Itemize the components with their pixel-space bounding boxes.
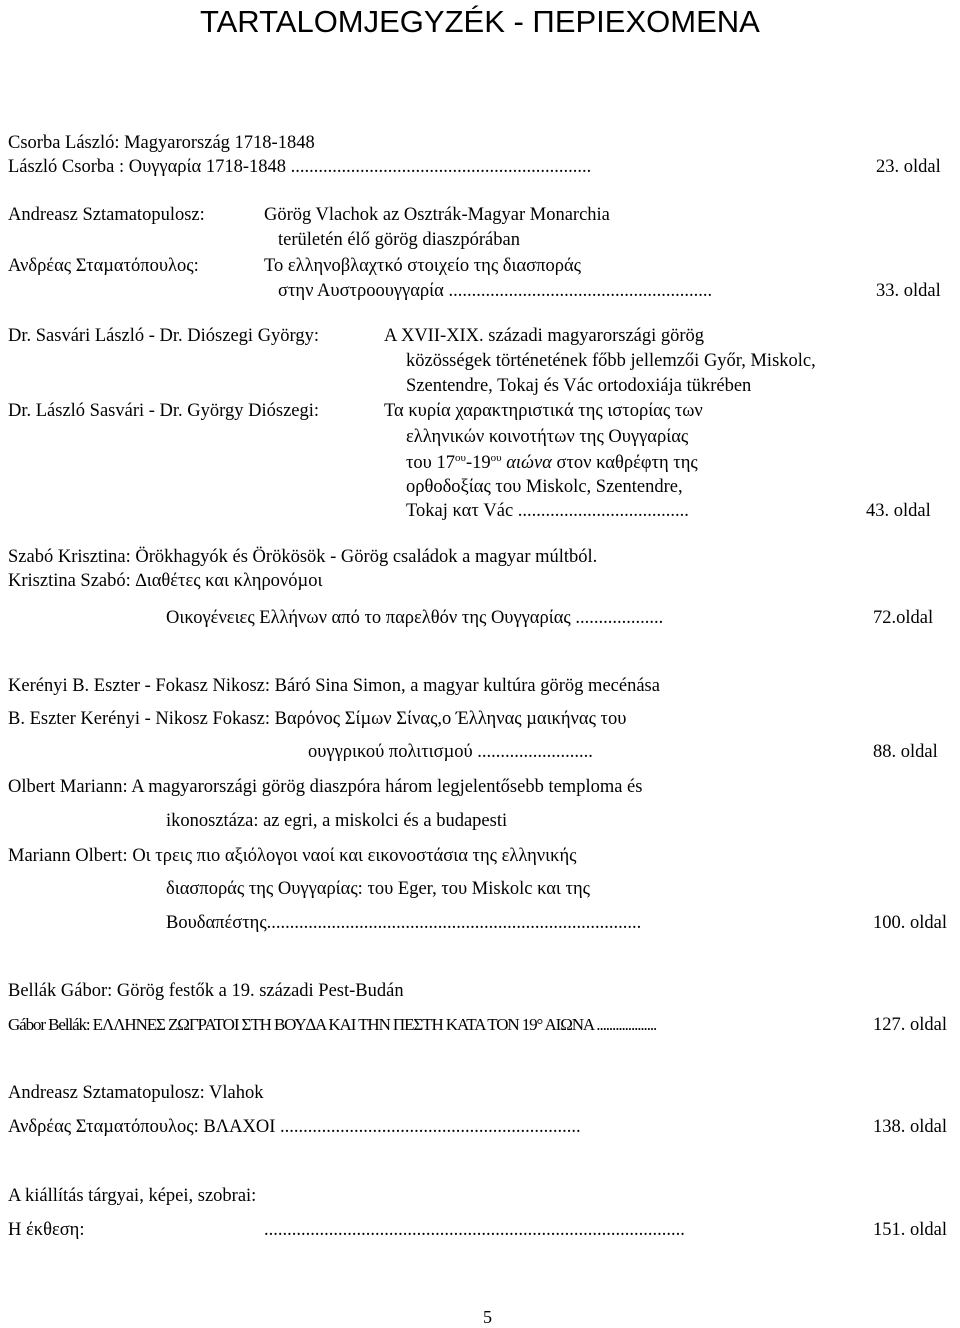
entry-6-page: 100. oldal xyxy=(873,913,947,933)
entry-6-line-hu: Olbert Mariann: A magyarországi görög diaszpóra három legjelentősebb temploma és xyxy=(8,777,643,797)
entry-2-author-hu: Andreasz Sztamatopulosz: xyxy=(8,205,205,225)
entry-4-page: 72.oldal xyxy=(873,608,934,628)
superscript-1: ου xyxy=(454,452,466,464)
entry-6-line-hu-2: ikonosztáza: az egri, a miskolci és a budapesti xyxy=(166,811,508,831)
entry-8-line-hu: Andreasz Sztamatopulosz: Vlahok xyxy=(8,1083,264,1103)
entry-3-title-gr-3b: -19 xyxy=(465,453,491,473)
entry-2-title-gr-1: Το ελληνοβλαχτκό στοιχείο της διασποράς xyxy=(264,256,581,276)
entry-8-page: 138. oldal xyxy=(873,1117,947,1137)
entry-9-page: 151. oldal xyxy=(873,1220,947,1240)
entry-4-line-hu: Szabó Krisztina: Örökhagyók és Örökösök - Görög családok a magyar múltból. xyxy=(8,547,598,567)
entry-1-line-hu: Csorba László: Magyarország 1718-1848 xyxy=(8,133,315,153)
entry-3-title-hu-1: A XVII-XIX. századi magyarországi görög xyxy=(384,326,705,346)
entry-2-title-hu-1: Görög Vlachok az Osztrák-Magyar Monarchia xyxy=(264,205,610,225)
entry-6-line-gr: Mariann Olbert: Οι τρεις πιο αξιόλογοι ναοί και εικονοστάσια της ελληνικής xyxy=(8,846,577,866)
page-number: 5 xyxy=(483,1307,492,1327)
entry-7-page: 127. oldal xyxy=(873,1015,947,1035)
entry-3-author-hu: Dr. Sasvári László - Dr. Diószegi György: xyxy=(8,326,320,346)
entry-6-line-gr-3: Βουδαπέστης................................................................................. xyxy=(166,913,642,933)
entry-1-line-gr: László Csorba : Ουγγαρία 1718-1848 ................................................................. xyxy=(8,157,592,177)
entry-3-title-hu-2: közösségek történetének főbb jellemzői Győr, Miskolc, xyxy=(406,351,816,371)
entry-9-label-gr: Η έκθεση: xyxy=(8,1220,85,1240)
entry-3-title-gr-3a: του 17 xyxy=(406,453,455,473)
entry-3-title-gr-3 xyxy=(406,452,698,474)
superscript-2: ου xyxy=(490,452,502,464)
entry-3-title-gr-4: ορθοδοξίας του Miskolc, Szentendre, xyxy=(406,477,683,497)
entry-5-line-hu: Kerényi B. Eszter - Fokasz Nikosz: Báró Sina Simon, a magyar kultúra görög mecénása xyxy=(8,676,660,696)
entry-2-title-hu-2: területén élő görög diaszpórában xyxy=(278,230,520,250)
entry-7-line-gr: Gábor Bellák: ΕΛΛΗΝΕΣ ΖΩΓΡΑΤΟΙ ΣΤΗ ΒΟΥ∆Α ΚΑΙ ΤΗΝ ΠΕΣΤΗ ΚΑΤΑ ΤΟΝ 19° ΑΙΩΝΑ ................... xyxy=(8,1015,657,1034)
entry-4-subtitle-gr: Οικογένειες Ελλήνων από το παρελθόν της Ουγγαρίας ................... xyxy=(166,608,664,628)
entry-5-line-gr: B. Eszter Kerényi - Nikosz Fokasz: Βαρόνος Σίµων Σίνας,ο Έλληνας µαικήνας του xyxy=(8,709,627,729)
entry-1-page: 23. oldal xyxy=(876,157,941,177)
entry-3-title-hu-3: Szentendre, Tokaj és Vác ortodoxiája tükrében xyxy=(406,376,752,396)
entry-3-title-gr-3c: αιώνα xyxy=(506,453,552,473)
page-title: TARTALOMJEGYZÉK - ΠΕΡΙΕΧΟΜΕΝΑ xyxy=(200,4,760,39)
entry-3-page: 43. oldal xyxy=(866,501,931,521)
entry-3-title-gr-3d: στον καθρέφτη της xyxy=(556,453,698,473)
entry-2-page: 33. oldal xyxy=(876,281,941,301)
entry-6-line-gr-2: διασποράς της Ουγγαρίας: του Eger, του Miskolc και της xyxy=(166,879,590,899)
entry-8-line-gr: Ανδρέας Σταµατόπουλος: ΒΛΑΧΟΙ ................................................................. xyxy=(8,1117,581,1137)
entry-5-line-gr-2: ουγγρικού πολιτισµού ......................... xyxy=(308,742,593,762)
entry-2-title-gr-2: στην Αυστροουγγαρία ......................................................... xyxy=(278,281,713,301)
entry-9-dots: ........................................................................................... xyxy=(264,1220,685,1240)
entry-3-title-gr-5: Tokaj κατ Vác ..................................... xyxy=(406,501,689,521)
entry-7-line-hu: Bellák Gábor: Görög festők a 19. századi Pest-Budán xyxy=(8,981,404,1001)
entry-3-title-gr-1: Τα κυρία χαρακτηριστικά της ιστορίας των xyxy=(384,401,703,421)
entry-2-author-gr: Ανδρέας Σταµατόπουλος: xyxy=(8,256,199,276)
entry-5-page: 88. oldal xyxy=(873,742,938,762)
entry-3-title-gr-2: ελληνικών κοινοτήτων της Ουγγαρίας xyxy=(406,427,689,447)
entry-9-line-hu: A kiállítás tárgyai, képei, szobrai: xyxy=(8,1186,257,1206)
entry-3-author-gr: Dr. László Sasvári - Dr. György Diószegi: xyxy=(8,401,320,421)
entry-4-line-gr: Krisztina Szabó: ∆ιαθέτες και κληρονόµοι xyxy=(8,571,323,591)
